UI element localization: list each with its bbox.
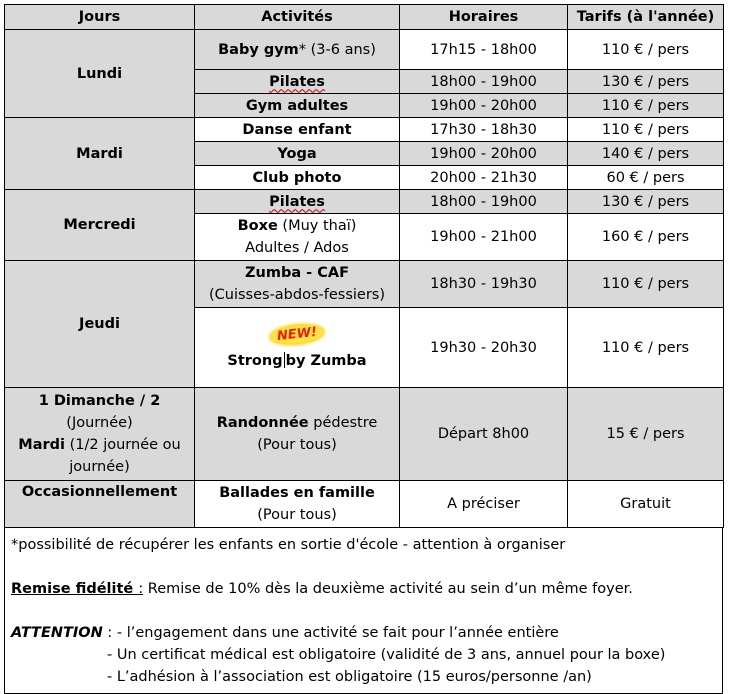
remise-note: Remise fidélité : Remise de 10% dès la deuxième activité au sein d’un même foyer. bbox=[11, 581, 633, 597]
activity-yoga: Yoga bbox=[195, 142, 400, 166]
activity-gym-adultes: Gym adultes bbox=[195, 94, 400, 118]
attention-line-3: - L’adhésion à l’association est obligatoire (15 euros/personne /an) bbox=[107, 669, 592, 685]
tarif-cell: 130 € / pers bbox=[568, 190, 724, 214]
horaire-cell: 19h30 - 20h30 bbox=[400, 308, 568, 388]
new-badge-icon: NEW! bbox=[270, 323, 324, 345]
tarif-cell: 110 € / pers bbox=[568, 94, 724, 118]
horaire-cell: 18h30 - 19h30 bbox=[400, 261, 568, 308]
horaire-cell: 19h00 - 20h00 bbox=[400, 94, 568, 118]
activity-danse: Danse enfant bbox=[195, 118, 400, 142]
table-row bbox=[5, 388, 724, 481]
schedule-table bbox=[4, 4, 724, 528]
day-mardi: Mardi bbox=[5, 118, 195, 190]
horaire-cell: 19h00 - 20h00 bbox=[400, 142, 568, 166]
text-cursor bbox=[284, 352, 285, 368]
day-dimanche-mardi: 1 Dimanche / 2 (Journée) Mardi (1/2 journée ou journée) bbox=[5, 388, 195, 481]
table-row bbox=[5, 30, 724, 70]
tarif-cell: 130 € / pers bbox=[568, 70, 724, 94]
table-row bbox=[5, 118, 724, 142]
horaire-cell: Départ 8h00 bbox=[400, 388, 568, 481]
header-activites: Activités bbox=[195, 5, 400, 30]
table-row bbox=[5, 261, 724, 308]
tarif-cell: 140 € / pers bbox=[568, 142, 724, 166]
header-row bbox=[5, 5, 724, 30]
day-lundi: Lundi bbox=[5, 30, 195, 118]
schedule-document bbox=[4, 4, 723, 694]
asterisk-note: *possibilité de récupérer les enfants en sortie d'école - attention à organiser bbox=[11, 537, 566, 553]
activity-randonnee: Randonnée pédestre (Pour tous) bbox=[195, 388, 400, 481]
activity-ballades: Ballades en famille (Pour tous) bbox=[195, 481, 400, 528]
horaire-cell: 18h00 - 19h00 bbox=[400, 70, 568, 94]
activity-boxe: Boxe (Muy thaï) Adultes / Ados bbox=[195, 214, 400, 261]
horaire-cell: 17h15 - 18h00 bbox=[400, 30, 568, 70]
header-tarifs: Tarifs (à l'année) bbox=[568, 5, 724, 30]
tarif-cell: 160 € / pers bbox=[568, 214, 724, 261]
activity-club-photo: Club photo bbox=[195, 166, 400, 190]
header-jours: Jours bbox=[5, 5, 195, 30]
table-row bbox=[5, 481, 724, 528]
tarif-cell: 60 € / pers bbox=[568, 166, 724, 190]
attention-line-1: ATTENTION : - l’engagement dans une activité se fait pour l’année entière bbox=[11, 625, 559, 641]
attention-line-2: - Un certificat médical est obligatoire (validité de 3 ans, annuel pour la boxe) bbox=[107, 647, 666, 663]
day-jeudi: Jeudi bbox=[5, 261, 195, 388]
horaire-cell: 17h30 - 18h30 bbox=[400, 118, 568, 142]
horaire-cell: 20h00 - 21h30 bbox=[400, 166, 568, 190]
activity-babygym: Baby gym* (3-6 ans) bbox=[195, 30, 400, 70]
tarif-cell: 110 € / pers bbox=[568, 261, 724, 308]
activity-zumba: Zumba - CAF (Cuisses-abdos-fessiers) bbox=[195, 261, 400, 308]
notes-section bbox=[4, 528, 723, 694]
tarif-cell: Gratuit bbox=[568, 481, 724, 528]
horaire-cell: A préciser bbox=[400, 481, 568, 528]
activity-strong-by-zumba: NEW! Strong by Zumba bbox=[195, 308, 400, 388]
tarif-cell: 110 € / pers bbox=[568, 30, 724, 70]
horaire-cell: 18h00 - 19h00 bbox=[400, 190, 568, 214]
tarif-cell: 15 € / pers bbox=[568, 388, 724, 481]
horaire-cell: 19h00 - 21h00 bbox=[400, 214, 568, 261]
tarif-cell: 110 € / pers bbox=[568, 118, 724, 142]
activity-pilates: Pilates bbox=[195, 190, 400, 214]
day-occasionnellement: Occasionnellement bbox=[5, 481, 195, 528]
day-mercredi: Mercredi bbox=[5, 190, 195, 261]
table-row bbox=[5, 190, 724, 214]
tarif-cell: 110 € / pers bbox=[568, 308, 724, 388]
activity-pilates: Pilates bbox=[195, 70, 400, 94]
header-horaires: Horaires bbox=[400, 5, 568, 30]
